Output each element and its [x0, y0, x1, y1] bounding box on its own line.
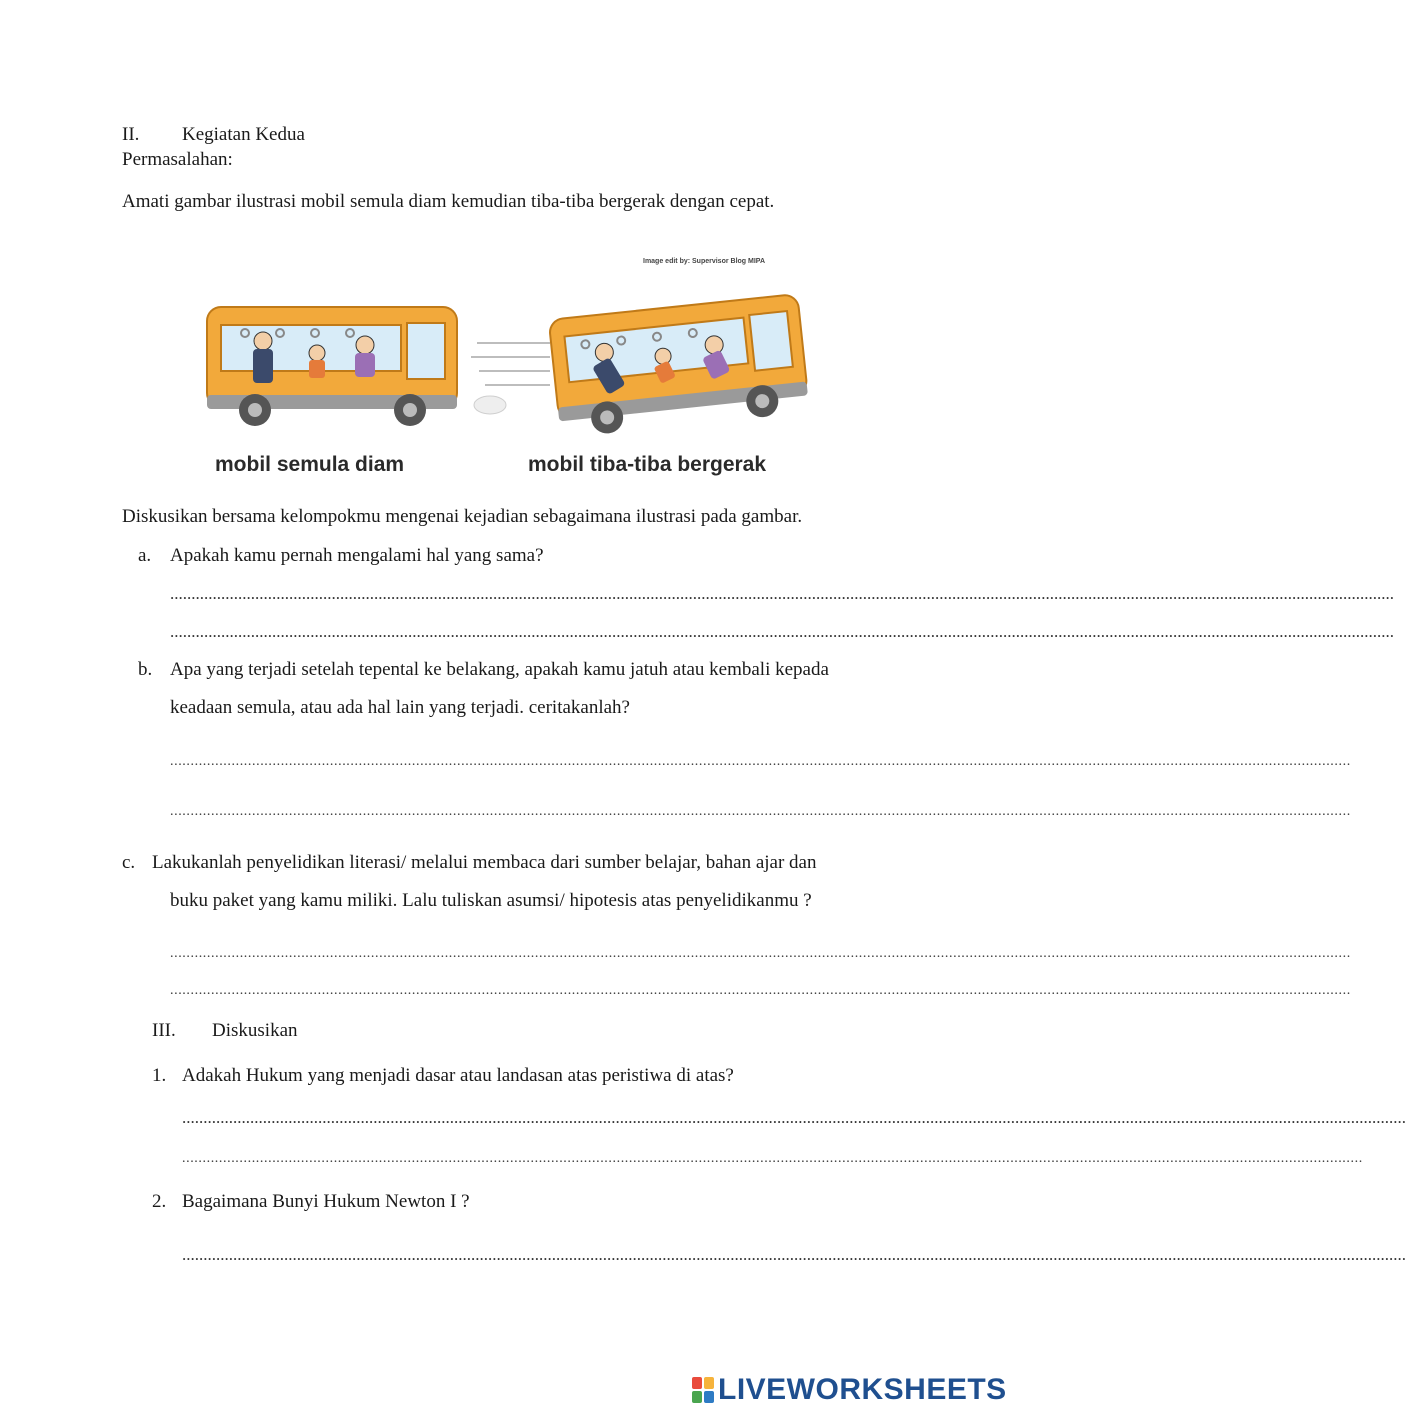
- section3-numeral: III.: [152, 1020, 176, 1041]
- caption-left: mobil semula diam: [215, 453, 405, 476]
- question-2-marker: 2.: [152, 1191, 167, 1212]
- answer-line-c2[interactable]: ................................................................................................................................................................................................................................................................................................: [170, 983, 1351, 998]
- question-1-text: Adakah Hukum yang menjadi dasar atau landasan atas peristiwa di atas?: [182, 1065, 734, 1086]
- caption-right: mobil tiba-tiba bergerak: [528, 453, 767, 476]
- bus-illustration-svg: [185, 245, 815, 485]
- answer-line-1b[interactable]: ................................................................................................................................................................................................................................................................................................: [182, 1151, 1363, 1166]
- moving-bus: [549, 294, 810, 438]
- bus-illustration: [185, 245, 815, 485]
- motion-lines: [471, 343, 550, 385]
- stationary-bus: [207, 307, 457, 426]
- question-c-line1: Lakukanlah penyelidikan literasi/ melalui membaca dari sumber belajar, bahan ajar dan: [152, 852, 817, 873]
- exhaust-cloud: [474, 396, 506, 414]
- question-b-line1: Apa yang terjadi setelah tepental ke belakang, apakah kamu jatuh atau kembali kepada: [170, 659, 829, 680]
- answer-line-a1[interactable]: ................................................................................................................................................................................................................................................................................................: [170, 584, 1394, 603]
- section3-title: Diskusikan: [212, 1020, 298, 1041]
- answer-line-b1[interactable]: ................................................................................................................................................................................................................................................................................................: [170, 754, 1351, 769]
- answer-line-2a[interactable]: ................................................................................................................................................................................................................................................................................................: [182, 1245, 1406, 1264]
- discussion-intro: Diskusikan bersama kelompokmu mengenai kejadian sebagaimana ilustrasi pada gambar.: [122, 506, 803, 527]
- answer-line-b2[interactable]: ................................................................................................................................................................................................................................................................................................: [170, 804, 1351, 819]
- question-c-marker: c.: [122, 852, 136, 873]
- logo-text: LIVEWORKSHEETS: [718, 1373, 1007, 1406]
- answer-line-c1[interactable]: ................................................................................................................................................................................................................................................................................................: [170, 946, 1351, 961]
- answer-line-1a[interactable]: ................................................................................................................................................................................................................................................................................................: [182, 1108, 1406, 1127]
- logo-grid-icon: [692, 1377, 714, 1403]
- liveworksheets-logo: [692, 1372, 1007, 1408]
- answer-line-a2[interactable]: ................................................................................................................................................................................................................................................................................................: [170, 622, 1394, 641]
- intro-text: Amati gambar ilustrasi mobil semula diam kemudian tiba-tiba bergerak dengan cepat.: [122, 191, 775, 212]
- question-b-line2: keadaan semula, atau ada hal lain yang terjadi. ceritakanlah?: [170, 697, 630, 718]
- question-2-text: Bagaimana Bunyi Hukum Newton I ?: [182, 1191, 470, 1212]
- image-credit: Image edit by: Supervisor Blog MIPA: [643, 258, 766, 265]
- question-c-line2: buku paket yang kamu miliki. Lalu tuliskan asumsi/ hipotesis atas penyelidikanmu ?: [170, 890, 812, 911]
- section-numeral: II.: [122, 124, 140, 145]
- section-title: Kegiatan Kedua: [182, 124, 305, 145]
- question-1-marker: 1.: [152, 1065, 167, 1086]
- question-a-text: Apakah kamu pernah mengalami hal yang sama?: [170, 545, 544, 566]
- question-b-marker: b.: [138, 659, 153, 680]
- question-a-marker: a.: [138, 545, 152, 566]
- section-subtitle: Permasalahan:: [122, 149, 233, 170]
